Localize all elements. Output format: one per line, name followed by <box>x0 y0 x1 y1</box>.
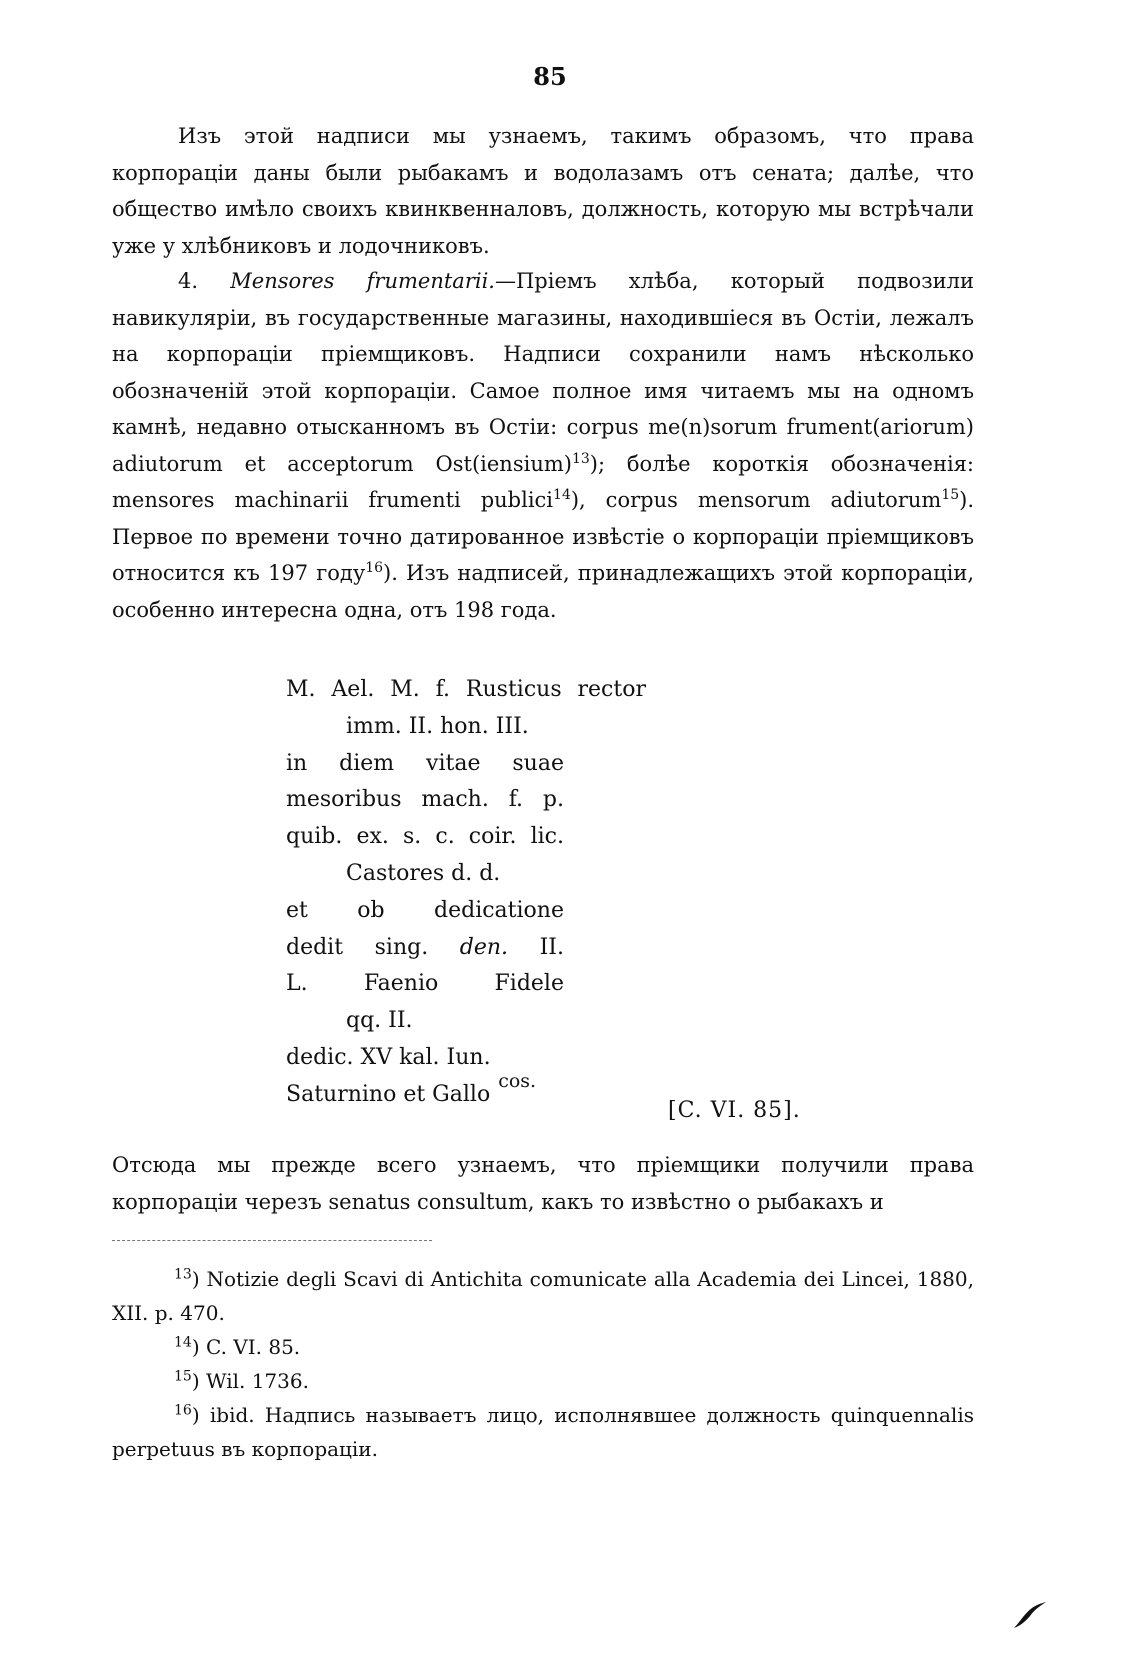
inscription-word: in <box>286 750 308 776</box>
inscription-word: II. <box>539 934 564 960</box>
paragraph-1: Изъ этой надписи мы узнаемъ, такимъ образомъ, что права корпораціи даны были рыбакамъ и водолазамъ отъ сената; далѣе, что общество имѣло своихъ квинквенналовъ, должность, которую мы встрѣчали уже у хлѣбниковъ и лодочниковъ. <box>112 124 974 258</box>
inscription-line-5 <box>286 819 564 856</box>
inscription-text: qq. II. <box>346 1008 413 1034</box>
footnote-ref-16: 16 <box>365 560 384 576</box>
paragraph-3: Отсюда мы прежде всего узнаемъ, что пріемщики получили права корпораціи черезъ senatus consultum, какъ то извѣстно о рыбакахъ и <box>112 1153 974 1214</box>
inscription-word: sing. <box>374 934 429 960</box>
inscription-word: M. <box>390 677 420 702</box>
inscription-text: dedic. XV kal. Iun. <box>286 1044 491 1070</box>
footnote-number: 13 <box>174 1266 192 1283</box>
inscription-line-11 <box>286 1040 666 1077</box>
inscription-word: suae <box>512 750 564 776</box>
inscription-word: Fidele <box>494 971 564 997</box>
inscription-superscript: cos. <box>498 1069 537 1092</box>
inscription-text: imm. II. hon. III. <box>346 713 529 739</box>
footnote-number: 16 <box>174 1402 192 1419</box>
footnote-ref-13: 13 <box>571 450 590 467</box>
inscription-word: Faenio <box>363 971 439 997</box>
paragraph-2-text-e: ). Изъ надписей, принадлежащихъ этой корпораціи, особенно интересна одна, отъ 198 года. <box>112 561 974 622</box>
paragraph-2-text-b: ); болѣе короткія обозначенія: mensores machinarii frumenti publici <box>112 451 974 512</box>
inscription-word: diem <box>339 750 395 776</box>
inscription-word: quib. <box>286 824 343 850</box>
inscription-line-8 <box>286 930 564 967</box>
paragraph-2 <box>112 263 974 628</box>
footnote-14 <box>112 1330 974 1364</box>
inscription-word: vitae <box>426 750 481 776</box>
inscription-word: den. <box>459 934 509 960</box>
inscription-citation: [C. VI. 85]. <box>668 1098 801 1123</box>
inscription-text: Castores d. d. <box>346 860 501 886</box>
inscription-word: f. <box>508 787 524 813</box>
inscription-word: L. <box>286 971 308 997</box>
footnote-number: 15 <box>174 1368 192 1385</box>
inscription-word: M. <box>286 677 316 702</box>
paragraph-2-text-d: ). Первое по времени точно датированное извѣстіе о корпораціи пріемщиковъ относится къ 197 году <box>112 488 975 585</box>
inscription-word: coir. <box>468 824 517 850</box>
inscription-word: dedit <box>286 934 344 960</box>
inscription-word: dedicatione <box>434 897 564 923</box>
inscription-word: ob <box>357 897 385 923</box>
inscription-line-12 <box>286 1069 666 1114</box>
footnote-text: ) ibid. Надпись называетъ лицо, исполнявшее должность quinquennalis perpetuus въ корпораціи. <box>112 1403 974 1461</box>
footnote-text: ) Notizie degli Scavi di Antichita comunicate alla Academia dei Lincei, 1880, XII. p. 470. <box>112 1267 974 1325</box>
inscription-word: Rusticus <box>465 677 562 702</box>
inscription-line-10 <box>286 1003 564 1040</box>
inscription-word: s. <box>402 824 422 850</box>
inscription-line-6 <box>286 856 564 893</box>
inscription-line-1 <box>286 672 646 709</box>
inscription-word: c. <box>435 824 455 850</box>
inscription-word: Ael. <box>331 677 375 702</box>
inscription-word: ex. <box>356 824 389 850</box>
footnote-16 <box>112 1398 974 1466</box>
paragraph-2-text-c: ), corpus mensorum adiutorum <box>570 488 942 512</box>
inscription-line-2 <box>286 709 564 746</box>
footnote-15 <box>112 1364 974 1398</box>
latin-inscription <box>286 672 666 1114</box>
ink-mark-icon <box>1012 1600 1048 1630</box>
inscription-word: et <box>286 897 308 923</box>
inscription-word: rector <box>577 677 646 702</box>
footnote-text: ) Wil. 1736. <box>191 1369 309 1393</box>
inscription-word: f. <box>435 677 451 702</box>
page-number: 85 <box>533 62 567 91</box>
inscription-text: Saturnino et Gallo <box>286 1081 491 1107</box>
inscription-word: mach. <box>421 787 489 813</box>
footnote-text: ) C. VI. 85. <box>191 1335 301 1359</box>
inscription-word: lic. <box>530 824 564 850</box>
inscription-line-7 <box>286 893 564 930</box>
inscription-word: mesoribus <box>286 787 402 813</box>
footnote-ref-14: 14 <box>553 487 571 503</box>
inscription-line-9 <box>286 966 564 1003</box>
footnote-divider <box>112 1240 432 1241</box>
section-title: Mensores frumentarii. <box>230 269 495 293</box>
footnote-13 <box>112 1262 974 1330</box>
inscription-line-4 <box>286 782 564 819</box>
section-number: 4. <box>178 269 199 293</box>
footnote-ref-15: 15 <box>941 487 960 503</box>
inscription-line-3 <box>286 746 564 783</box>
footnotes <box>112 1262 974 1466</box>
paragraph-2-text-a: —Пріемъ хлѣба, который подвозили навикуляріи, въ государственные магазины, находившіеся въ Остіи, лежалъ на корпораціи пріемщиковъ. Надписи сохранили намъ нѣсколько обозначеній этой корпораціи. Самое полное имя читаемъ мы на одномъ камнѣ, недавно отысканномъ въ Остіи: corpus me(n)sorum frument(ariorum) adiutorum et acceptorum Ost(iensium) <box>112 269 974 476</box>
footnote-number: 14 <box>174 1334 192 1351</box>
inscription-word: p. <box>542 787 564 813</box>
